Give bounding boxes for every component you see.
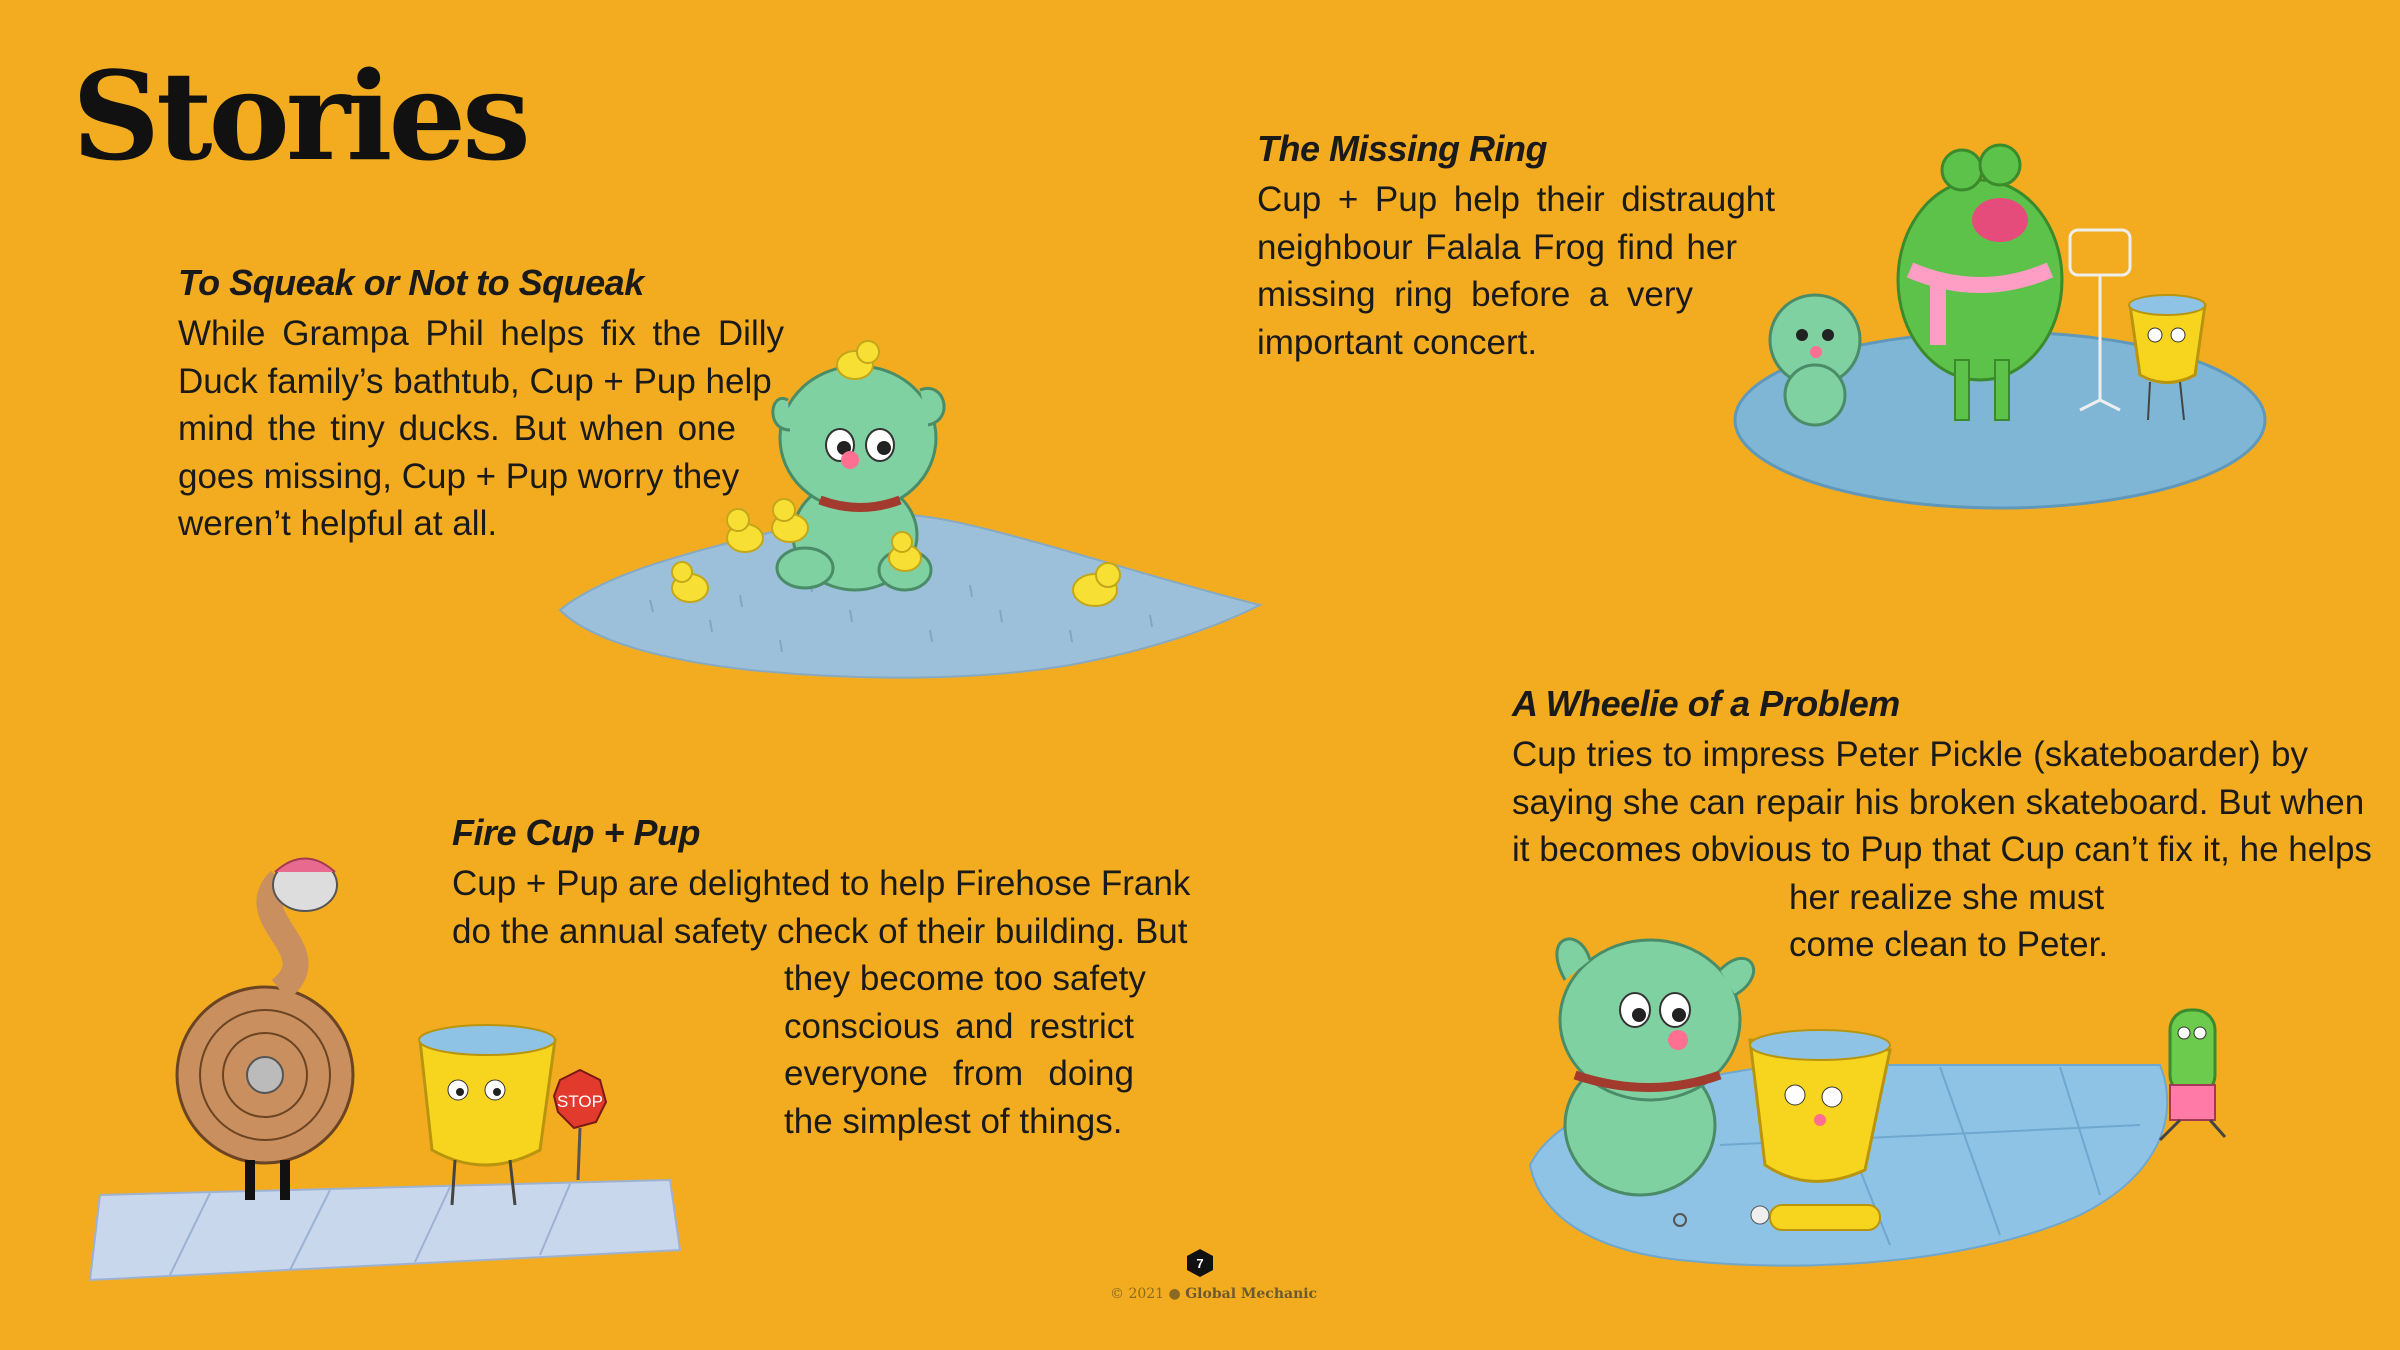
cup-character [419,1025,555,1205]
firehose-frank [177,859,353,1201]
story-title: A Wheelie of a Problem [1512,683,1900,724]
story-line: her realize she must [1789,877,2105,917]
story-title: To Squeak or Not to Squeak [178,262,644,303]
stop-sign [554,1070,606,1180]
story-line: missing ring before a very [1257,275,1693,314]
stop-sign-label: STOP [557,1092,603,1111]
story-line: goes missing, Cup + Pup worry they [178,456,740,496]
story-line: Duck family’s bathtub, Cup + Pup help [178,361,772,401]
story-line: the simplest of things. [784,1101,1123,1141]
blue-floor [90,1180,680,1280]
brand-logo-icon: ● [1168,1286,1181,1302]
page-number: 7 [1196,1256,1204,1271]
story-missing-ring [1257,128,1775,366]
illustration-firehose [80,850,680,1290]
story-line: conscious and restrict [784,1006,1134,1046]
story-line: come clean to Peter. [1789,925,2109,964]
story-line: it becomes obvious to Pup that Cup can’t fix it, he helps [1512,830,2372,869]
story-body [1257,176,1775,366]
copyright-text: © 2021 [1110,1286,1165,1302]
story-title: Fire Cup + Pup [452,812,701,853]
story-line: Cup + Pup are delighted to help Firehose Frank [452,864,1191,903]
story-line: everyone from doing [784,1054,1134,1093]
story-line: Cup tries to impress Peter Pickle (skateboarder) by [1512,735,2308,774]
story-line: weren’t helpful at all. [178,504,498,543]
story-line: do the annual safety check of their building. But [452,911,1188,951]
story-line: they become too safety [784,959,1146,998]
footer-copyright [1110,1286,1317,1302]
story-title: The Missing Ring [1257,128,1548,169]
story-line: mind the tiny ducks. But when one [178,409,736,448]
page-title: Stories [72,44,527,188]
story-line: Cup + Pup help their distraught [1257,180,1775,219]
story-line: neighbour Falala Frog find her [1257,227,1737,267]
story-line: important concert. [1257,322,1538,362]
page-number-badge [1185,1248,1215,1278]
story-line: saying she can repair his broken skateboard. But when [1512,782,2365,822]
illustration-skateboard [1520,915,2260,1285]
story-line: While Grampa Phil helps fix the Dilly [178,314,784,353]
illustration-pup-ducks [550,320,1270,690]
illustration-frog-concert [1700,110,2260,530]
peter-pickle-character [2160,1010,2225,1140]
brand-name: Global Mechanic [1185,1286,1318,1302]
